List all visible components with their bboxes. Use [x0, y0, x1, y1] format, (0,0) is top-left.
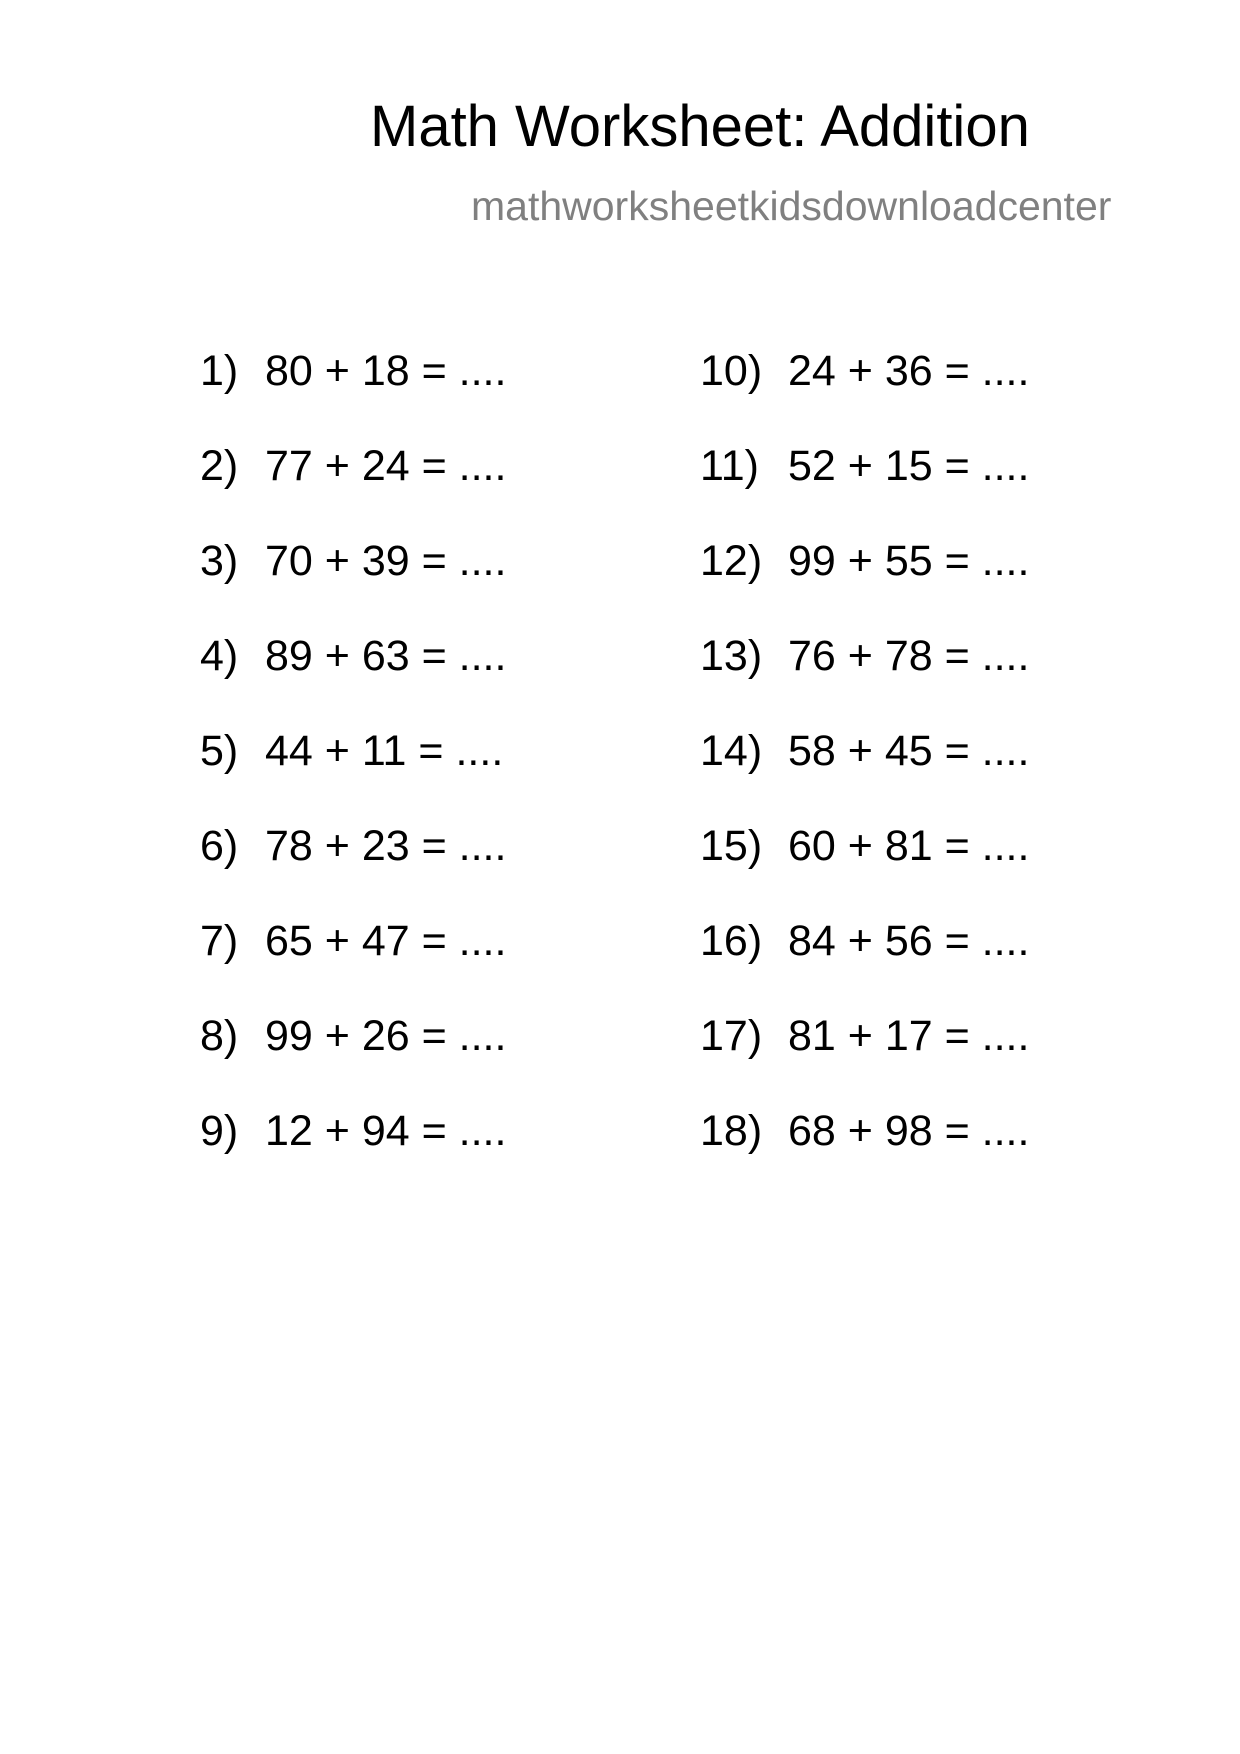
problem-number: 16) [700, 917, 763, 965]
problem-item [200, 1012, 507, 1110]
problem-number: 13) [700, 632, 763, 680]
problem-item [200, 442, 507, 540]
problem-item [200, 537, 507, 635]
problem-item [700, 632, 1030, 730]
problem-number: 18) [700, 1107, 763, 1155]
problem-number: 9) [200, 1107, 239, 1155]
problem-expression: 44 + 11 = .... [265, 727, 504, 775]
problem-expression: 65 + 47 = .... [265, 917, 507, 965]
problem-expression: 70 + 39 = .... [265, 537, 507, 585]
problem-item [200, 727, 506, 825]
problem-item [200, 1107, 507, 1205]
problem-expression: 52 + 15 = .... [788, 442, 1030, 490]
problem-number: 10) [700, 347, 763, 395]
problem-number: 8) [200, 1012, 239, 1060]
problem-number: 1) [200, 347, 239, 395]
problem-expression: 78 + 23 = .... [265, 822, 507, 870]
problem-expression: 99 + 26 = .... [265, 1012, 507, 1060]
problem-number: 2) [200, 442, 239, 490]
page-title: Math Worksheet: Addition [370, 94, 1030, 159]
problem-expression: 80 + 18 = .... [265, 347, 507, 395]
problem-expression: 99 + 55 = .... [788, 537, 1030, 585]
problem-number: 11) [700, 442, 759, 490]
problem-number: 3) [200, 537, 239, 585]
problem-item [200, 347, 507, 445]
problem-expression: 81 + 17 = .... [788, 1012, 1030, 1060]
problems-column-left [200, 347, 507, 1205]
problem-number: 4) [200, 632, 239, 680]
problem-expression: 60 + 81 = .... [788, 822, 1030, 870]
problem-expression: 77 + 24 = .... [265, 442, 507, 490]
problem-expression: 24 + 36 = .... [788, 347, 1030, 395]
problem-number: 5) [200, 727, 239, 775]
problem-item [700, 1107, 1030, 1205]
problem-item [700, 442, 1030, 540]
page-subtitle: mathworksheetkidsdownloadcenter [471, 183, 1112, 229]
problem-item [700, 917, 1030, 1015]
problem-number: 17) [700, 1012, 763, 1060]
problem-item [700, 537, 1030, 635]
problem-item [700, 822, 1030, 920]
problem-expression: 84 + 56 = .... [788, 917, 1030, 965]
problem-item [700, 1012, 1030, 1110]
problem-number: 14) [700, 727, 763, 775]
problem-number: 12) [700, 537, 763, 585]
problem-number: 6) [200, 822, 239, 870]
problem-item [200, 822, 507, 920]
problem-item [700, 347, 1030, 445]
problem-expression: 68 + 98 = .... [788, 1107, 1030, 1155]
problems-column-right [700, 347, 1030, 1205]
problem-item [200, 632, 507, 730]
problem-item [700, 727, 1030, 825]
problem-expression: 76 + 78 = .... [788, 632, 1030, 680]
problem-expression: 12 + 94 = .... [265, 1107, 507, 1155]
problem-number: 15) [700, 822, 763, 870]
problem-expression: 58 + 45 = .... [788, 727, 1030, 775]
problem-number: 7) [200, 917, 239, 965]
problem-item [200, 917, 507, 1015]
problem-expression: 89 + 63 = .... [265, 632, 507, 680]
